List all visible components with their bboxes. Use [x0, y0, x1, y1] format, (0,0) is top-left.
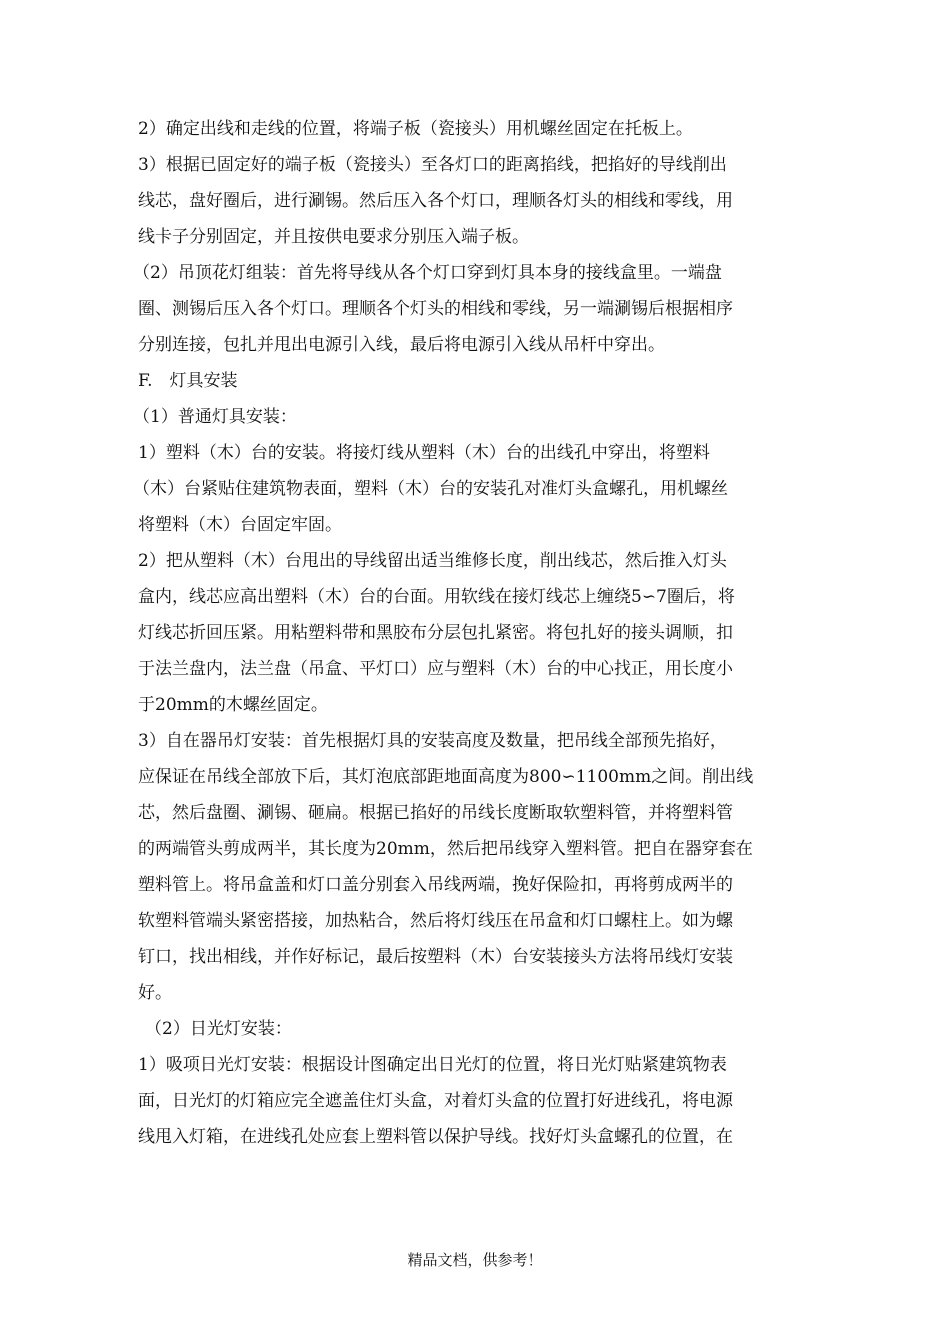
text-line: （木）台紧贴住建筑物表面，塑料（木）台的安装孔对准灯头盒螺孔，用机螺丝 [133, 479, 728, 499]
text-line: 好。 [138, 983, 172, 1003]
text-line: 1）吸项日光灯安装：根据设计图确定出日光灯的位置，将日光灯贴紧建筑物表 [138, 1055, 727, 1075]
text-line: 将塑料（木）台固定牢固。 [138, 515, 342, 535]
section-heading: F. 灯具安装 [138, 371, 238, 391]
text-line: 1）塑料（木）台的安装。将接灯线从塑料（木）台的出线孔中穿出，将塑料 [138, 443, 710, 463]
text-line: 分别连接，包扎并甩出电源引入线，最后将电源引入线从吊杆中穿出。 [138, 335, 665, 355]
page-footer: 精品文档，供参考！ [407, 1251, 543, 1269]
text-line: 的两端管头剪成两半，其长度为20mm，然后把吊线穿入塑料管。把自在器穿套在 [138, 839, 753, 859]
text-line: 应保证在吊线全部放下后，其灯泡底部距地面高度为800∽1100mm之间。削出线 [138, 767, 754, 787]
text-line: 2）把从塑料（木）台甩出的导线留出适当维修长度，削出线芯，然后推入灯头 [138, 551, 727, 571]
text-line: 塑料管上。将吊盒盖和灯口盖分别套入吊线两端，挽好保险扣，再将剪成两半的 [138, 875, 733, 895]
text-line: 圈、测锡后压入各个灯口。理顺各个灯头的相线和零线，另一端涮锡后根据相序 [138, 299, 733, 319]
text-line: 3）自在器吊灯安装：首先根据灯具的安装高度及数量，把吊线全部预先掐好， [138, 731, 727, 751]
text-line: 线卡子分别固定，并且按供电要求分别压入端子板。 [138, 227, 529, 247]
text-line: 2）确定出线和走线的位置，将端子板（瓷接头）用机螺丝固定在托板上。 [138, 119, 693, 139]
text-line: 于20mm的木螺丝固定。 [138, 695, 328, 715]
subsection-heading: （1）普通灯具安装： [133, 407, 297, 427]
text-line: 线甩入灯箱，在进线孔处应套上塑料管以保护导线。找好灯头盒螺孔的位置，在 [138, 1127, 733, 1147]
text-line: 盒内，线芯应高出塑料（木）台的台面。用软线在接灯线芯上缠绕5∽7圈后，将 [138, 587, 735, 607]
text-line: 钉口，找出相线，并作好标记，最后按塑料（木）台安装接头方法将吊线灯安装 [138, 947, 733, 967]
text-line: 线芯，盘好圈后，进行涮锡。然后压入各个灯口，理顺各灯头的相线和零线，用 [138, 191, 733, 211]
text-line: （2）吊顶花灯组装：首先将导线从各个灯口穿到灯具本身的接线盒里。一端盘 [133, 263, 722, 283]
text-line: 面，日光灯的灯箱应完全遮盖住灯头盒，对着灯头盒的位置打好进线孔，将电源 [138, 1091, 733, 1111]
subsection-heading: （2）日光灯安装： [145, 1019, 292, 1039]
text-line: 芯，然后盘圈、涮锡、砸扁。根据已掐好的吊线长度断取软塑料管，并将塑料管 [138, 803, 733, 823]
text-line: 于法兰盘内，法兰盘（吊盒、平灯口）应与塑料（木）台的中心找正，用长度小 [138, 659, 733, 679]
text-line: 软塑料管端头紧密搭接，加热粘合，然后将灯线压在吊盒和灯口螺柱上。如为螺 [138, 911, 733, 931]
text-line: 灯线芯折回压紧。用粘塑料带和黑胶布分层包扎紧密。将包扎好的接头调顺，扣 [138, 623, 733, 643]
text-line: 3）根据已固定好的端子板（瓷接头）至各灯口的距离掐线，把掐好的导线削出 [138, 155, 727, 175]
